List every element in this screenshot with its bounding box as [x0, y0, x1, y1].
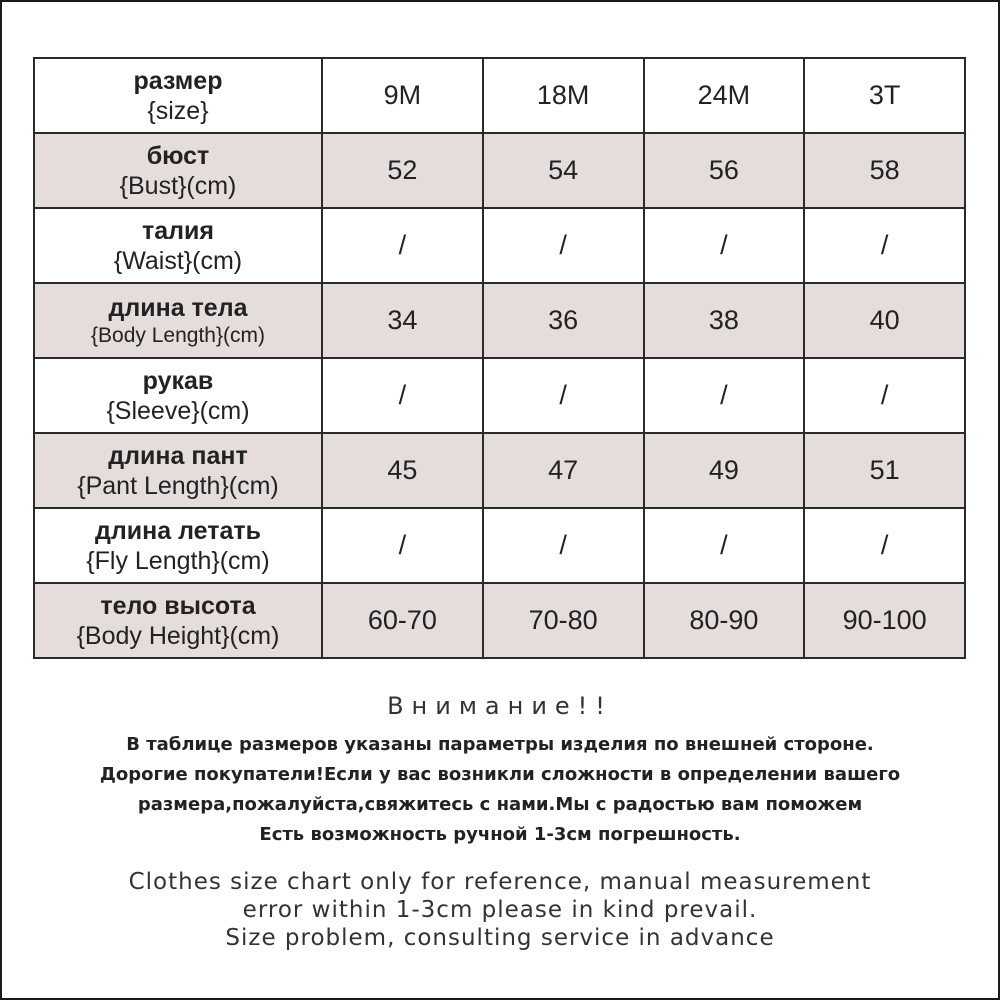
table-cell: 80-90: [644, 583, 805, 658]
table-row-body-length: [34, 283, 965, 358]
table-cell: 36: [483, 283, 644, 358]
row-label-en: {Fly Length}(cm): [86, 546, 270, 575]
table-cell: 58: [804, 133, 965, 208]
en-note-line: Clothes size chart only for reference, manual measurement: [128, 869, 872, 895]
table-cell: 52: [322, 133, 483, 208]
table-cell: 40: [804, 283, 965, 358]
table-cell: /: [804, 508, 965, 583]
row-label-cell: [34, 283, 322, 358]
row-label-ru: длина пант: [108, 441, 248, 470]
row-label-en: {Sleeve}(cm): [106, 396, 250, 425]
table-cell: 90-100: [804, 583, 965, 658]
row-label-ru: длина летать: [95, 516, 261, 545]
table-cell: 45: [322, 433, 483, 508]
ru-note-line: Есть возможность ручной 1-3см погрешность.: [259, 824, 741, 845]
table-row-waist: [34, 208, 965, 283]
table-cell: /: [644, 358, 805, 433]
table-cell: /: [322, 358, 483, 433]
en-notes: [0, 868, 1000, 952]
table-cell: /: [483, 208, 644, 283]
table-cell: /: [322, 208, 483, 283]
row-label-en: {Body Length}(cm): [91, 323, 265, 347]
table-cell: 49: [644, 433, 805, 508]
table-cell: /: [483, 508, 644, 583]
row-label-cell: [34, 508, 322, 583]
ru-note-line: В таблице размеров указаны параметры изделия по внешней стороне.: [126, 734, 874, 755]
row-label-ru: рукав: [142, 366, 214, 395]
row-label-ru: бюст: [146, 141, 210, 170]
row-label-en: {Body Height}(cm): [76, 621, 280, 650]
header-label-en: {size}: [147, 96, 209, 125]
row-label-en: {Waist}(cm): [113, 246, 243, 275]
row-label-ru: длина тела: [108, 293, 248, 322]
header-label-cell: [34, 58, 322, 133]
en-note-line: Size problem, consulting service in advance: [225, 925, 775, 951]
table-cell: /: [804, 208, 965, 283]
row-label-ru: талия: [142, 216, 214, 245]
ru-note-line: Дорогие покупатели!Если у вас возникли сложности в определении вашего: [99, 764, 901, 785]
row-label-en: {Bust}(cm): [119, 171, 237, 200]
table-cell: /: [483, 358, 644, 433]
table-row-sleeve: [34, 358, 965, 433]
attention-heading: Внимание!!: [387, 692, 613, 720]
table-cell: /: [804, 358, 965, 433]
row-label-cell: [34, 433, 322, 508]
size-header: 18M: [483, 58, 644, 133]
table-cell: 60-70: [322, 583, 483, 658]
size-header: 9M: [322, 58, 483, 133]
row-label-cell: [34, 583, 322, 658]
row-label-en: {Pant Length}(cm): [77, 471, 279, 500]
table-cell: /: [322, 508, 483, 583]
ru-note-line: размера,пожалуйста,свяжитесь с нами.Мы с радостью вам поможем: [137, 794, 863, 815]
table-cell: /: [644, 508, 805, 583]
en-note-line: error within 1-3cm please in kind prevail.: [242, 897, 758, 923]
size-header: 24M: [644, 58, 805, 133]
size-header: 3T: [804, 58, 965, 133]
table-cell: 51: [804, 433, 965, 508]
table-cell: 56: [644, 133, 805, 208]
table-cell: 54: [483, 133, 644, 208]
table-cell: 70-80: [483, 583, 644, 658]
table-row-fly-length: [34, 508, 965, 583]
header-label-ru: размер: [133, 66, 223, 95]
row-label-cell: [34, 208, 322, 283]
table-cell: 38: [644, 283, 805, 358]
table-row-body-height: [34, 583, 965, 658]
row-label-cell: [34, 133, 322, 208]
row-label-ru: тело высота: [100, 591, 256, 620]
row-label-cell: [34, 358, 322, 433]
table-row-bust: [34, 133, 965, 208]
table-cell: 34: [322, 283, 483, 358]
notes-section: [0, 692, 1000, 952]
size-chart-table: [33, 57, 966, 659]
table-cell: /: [644, 208, 805, 283]
table-cell: 47: [483, 433, 644, 508]
table-row-pant-length: [34, 433, 965, 508]
table-header-row: [34, 58, 965, 133]
